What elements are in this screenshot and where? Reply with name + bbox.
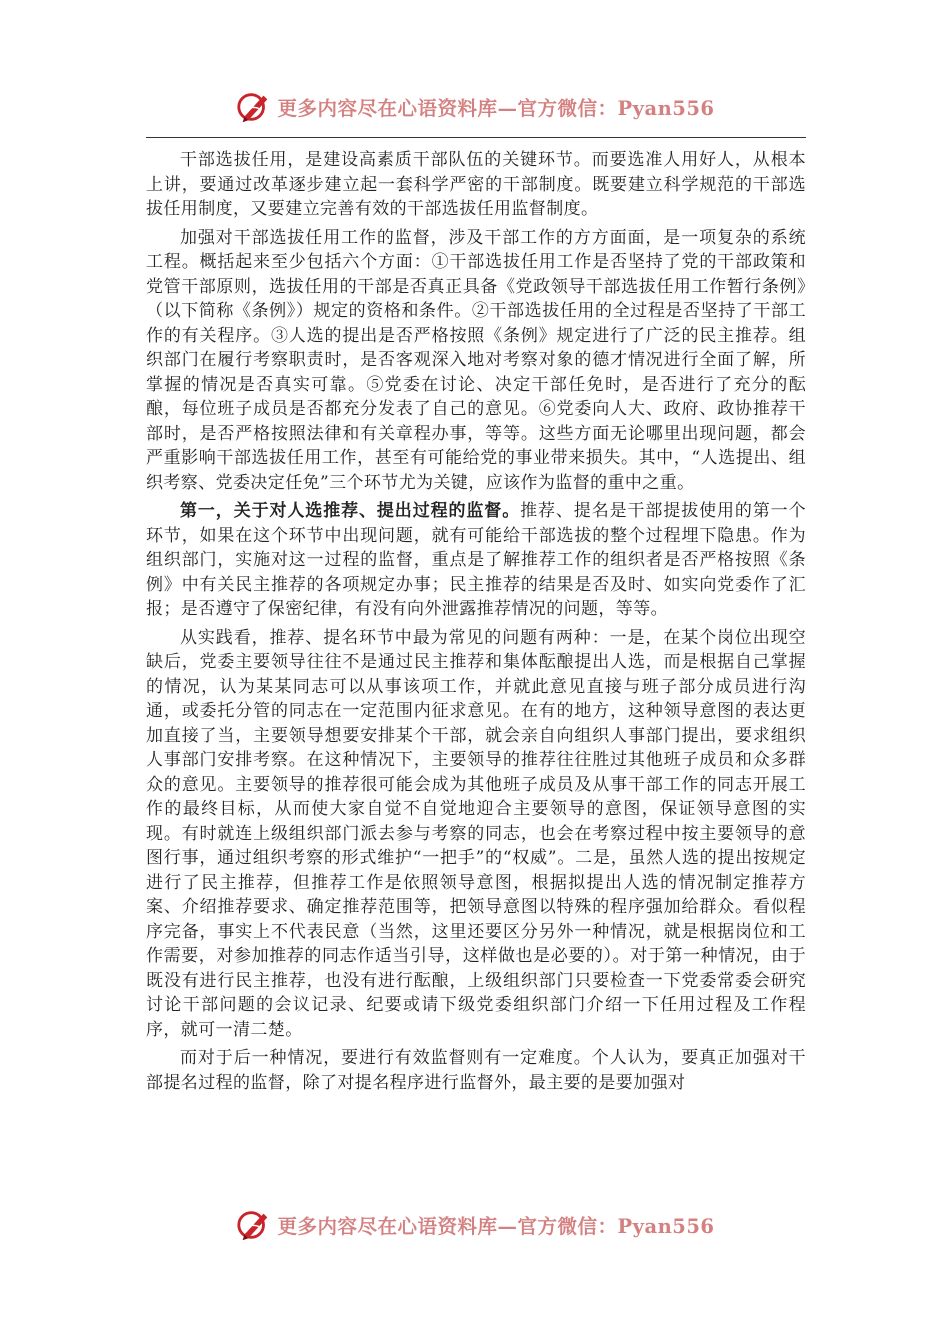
document-body xyxy=(146,148,806,1099)
pen-logo-icon xyxy=(235,1206,273,1244)
paragraph xyxy=(146,1046,806,1095)
pen-logo-icon xyxy=(235,88,273,126)
paragraph-text: 推荐、提名是干部提拔使用的第一个环节，如果在这个环节中出现问题，就有可能给干部选拔的整个过程埋下隐患。作为组织部门，实施对这一过程的监督，重点是了解推荐工作的组织者是否严格按照《条例》中有关民主推荐的各项规定办事；民主推荐的结果是否及时、如实向党委作了汇报；是否遵守了保密纪律，有没有向外泄露推荐情况的问题，等等。 xyxy=(146,501,806,619)
page-footer xyxy=(0,1200,950,1250)
paragraph-text: 加强对干部选拔任用工作的监督，涉及干部工作的方方面面，是一项复杂的系统工程。概括起来至少包括六个方面：①干部选拔任用工作是否坚持了党的干部政策和党管干部原则，选拔任用的干部是否真正具备《党政领导干部选拔任用工作暂行条例》（以下简称《条例》）规定的资格和条件。②干部选拔任用的全过程是否坚持了干部工作的有关程序。③人选的提出是否严格按照《条例》规定进行了广泛的民主推荐。组织部门在履行考察职责时，是否客观深入地对考察对象的德才情况进行全面了解，所掌握的情况是否真实可靠。⑤党委在讨论、决定干部任免时，是否进行了充分的酝酿，每位班子成员是否都充分发表了自己的意见。⑥党委向人大、政府、政协推荐干部时，是否严格按照法律和有关章程办事，等等。这些方面无论哪里出现问题，都会严重影响干部选拔任用工作，甚至有可能给党的事业带来损失。其中，“人选提出、组织考察、党委决定任免”三个环节尤为关键，应该作为监督的重中之重。 xyxy=(146,227,806,493)
paragraph xyxy=(146,148,806,222)
header-divider xyxy=(146,137,806,138)
footer-brand-text: 更多内容尽在心语资料库—官方微信：Pyan556 xyxy=(277,1215,715,1238)
paragraph xyxy=(146,226,806,496)
paragraph-text: 从实践看，推荐、提名环节中最为常见的问题有两种：一是，在某个岗位出现空缺后，党委主要领导往往不是通过民主推荐和集体酝酿提出人选，而是根据自己掌握的情况，认为某某同志可以从事该项工作，并就此意见直接与班子部分成员进行沟通，或委托分管的同志在一定范围内征求意见。在有的地方，这种领导意图的表达更加直接了当，主要领导想要安排某个干部，就会亲自向组织人事部门提出，要求组织人事部门安排考察。在这种情况下，主要领导的推荐往往胜过其他班子成员和众多群众的意见。主要领导的推荐很可能会成为其他班子成员及从事干部工作的同志开展工作的最终目标，从而使大家自觉不自觉地迎合主要领导的意图，保证领导意图的实现。有时就连上级组织部门派去参与考察的同志，也会在考察过程中按主要领导的意图行事，通过组织考察的形式维护“一把手”的“权威”。二是，虽然人选的提出按规定进行了民主推荐，但推荐工作是依照领导意图，根据拟提出人选的情况制定推荐方案、介绍推荐要求、确定推荐范围等，把领导意图以特殊的程序强加给群众。看似程序完备，事实上不代表民意（当然，这里还要区分另外一种情况，就是根据岗位和工作需要，对参加推荐的同志作适当引导，这样做也是必要的）。对于第一种情况，由于既没有进行民主推荐，也没有进行酝酿，上级组织部门只要检查一下党委常委会研究讨论干部问题的会议记录、纪要或请下级党委组织部门介绍一下任用过程及工作程序，就可一清二楚。 xyxy=(146,627,806,1040)
paragraph-text: 而对于后一种情况，要进行有效监督则有一定难度。个人认为，要真正加强对干部提名过程的监督，除了对提名程序进行监督外，最主要的是要加强对 xyxy=(146,1048,806,1093)
paragraph-lead: 第一，关于对人选推荐、提出过程的监督。 xyxy=(180,501,521,521)
paragraph xyxy=(146,626,806,1043)
header-brand-text: 更多内容尽在心语资料库—官方微信：Pyan556 xyxy=(277,97,715,120)
paragraph-text: 干部选拔任用，是建设高素质干部队伍的关键环节。而要选准人用好人，从根本上讲，要通过改革逐步建立起一套科学严密的干部制度。既要建立科学规范的干部选拔任用制度，又要建立完善有效的干部选拔任用监督制度。 xyxy=(146,150,806,219)
page-header xyxy=(0,82,950,132)
paragraph xyxy=(146,499,806,622)
